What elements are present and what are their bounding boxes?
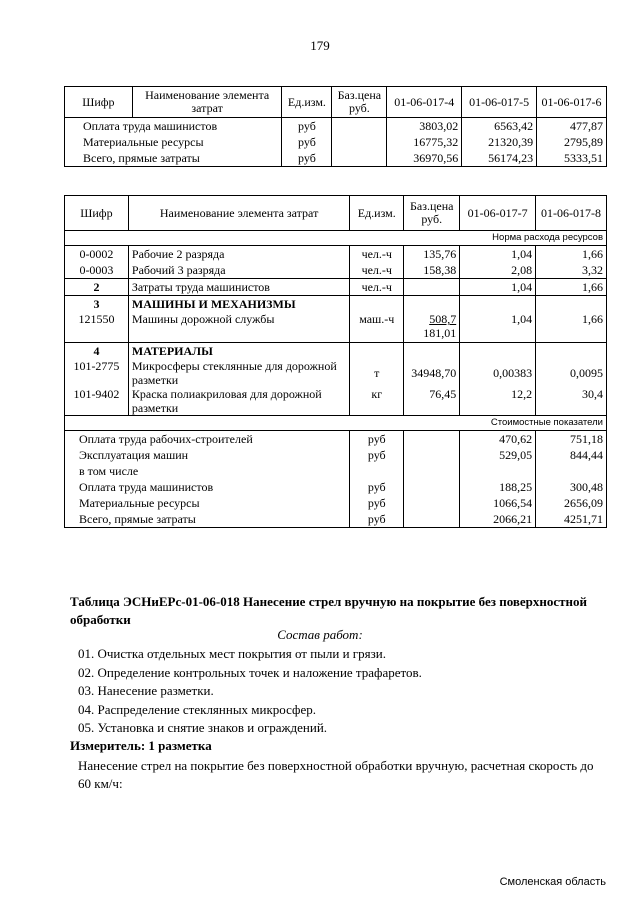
section-title: МАТЕРИАЛЫ [128,343,349,360]
header-unit: Ед.изм. [282,87,332,118]
section-row [65,296,607,313]
resource-table-2 [64,195,607,528]
cost-value: 300,48 [536,479,607,495]
header-name: Наименование элемента затрат [132,87,282,118]
list-item: 02. Определение контрольных точек и наложение трафаретов. [78,664,422,680]
cost-name: Всего, прямые затраты [65,511,350,528]
row-price [404,279,460,296]
cost-row [65,479,607,495]
row-value: 16775,32 [387,134,462,150]
cost-row [65,511,607,528]
region-footer: Смоленская область [499,876,606,888]
row-unit: кг [350,387,404,416]
cost-row [65,463,607,479]
page-number: 179 [310,38,330,53]
row-unit: т [350,359,404,387]
row-code: 3 [65,296,129,313]
cost-value: 4251,71 [536,511,607,528]
row-unit: чел.-ч [350,262,404,279]
row-value: 5333,51 [537,150,607,167]
table-row [65,262,607,279]
cost-name: Оплата труда рабочих-строителей [65,431,350,448]
table-header-row [65,87,607,118]
row-code: 121550 [65,312,129,343]
table-caption: Таблица ЭСНиЕРс-01-06-018 Нанесение стрел вручную на покрытие без поверхностной обработки [70,594,588,627]
cost-row [65,447,607,463]
row-value: 1,04 [460,279,536,296]
header-price: Баз.цена руб. [332,87,387,118]
row-name: Рабочий 3 разряда [128,262,349,279]
header-name: Наименование элемента затрат [128,196,349,231]
norm-band-label: Норма расхода ресурсов [65,231,607,246]
row-name: Микросферы стеклянные для дорожной разметки [128,359,349,387]
row-value: 3803,02 [387,118,462,135]
row-code: 101-9402 [65,387,129,416]
table-row [65,279,607,296]
row-value: 21320,39 [462,134,537,150]
row-value: 1,66 [536,246,607,263]
row-price [332,134,387,150]
header-col-1: 01-06-017-7 [460,196,536,231]
row-value: 1,04 [460,246,536,263]
table-row [65,118,607,135]
cost-price [404,431,460,448]
header-unit: Ед.изм. [350,196,404,231]
row-unit: маш.-ч [350,312,404,343]
row-value: 1,04 [460,312,536,343]
row-price-value: 508,7 [429,312,457,326]
cost-unit: руб [350,479,404,495]
row-price [404,312,460,343]
works-title: Состав работ: [277,627,363,642]
row-value: 56174,23 [462,150,537,167]
cost-row [65,495,607,511]
row-value: 2795,89 [537,134,607,150]
cost-value: 470,62 [460,431,536,448]
row-price [332,118,387,135]
row-code: 0-0003 [65,262,129,279]
header-price: Баз.цена руб. [404,196,460,231]
measure-label: Измеритель: 1 разметка [70,738,212,753]
cost-value: 188,25 [460,479,536,495]
table-row [65,246,607,263]
row-value: 6563,42 [462,118,537,135]
row-value: 30,4 [536,387,607,416]
cost-name: Эксплуатация машин [65,447,350,463]
row-value: 0,00383 [460,359,536,387]
row-unit: чел.-ч [350,279,404,296]
row-code: 101-2775 [65,359,129,387]
table-row [65,359,607,387]
row-name: Затраты труда машинистов [128,279,349,296]
cost-price [404,495,460,511]
row-price: 135,76 [404,246,460,263]
row-code: 4 [65,343,129,360]
header-col-3: 01-06-017-6 [537,87,607,118]
header-code: Шифр [65,196,129,231]
list-item: 03. Нанесение разметки. [78,683,214,698]
row-value: 1,66 [536,279,607,296]
cost-value: 2066,21 [460,511,536,528]
row-price: 34948,70 [404,359,460,387]
row-value: 0,0095 [536,359,607,387]
header-col-2: 01-06-017-8 [536,196,607,231]
cost-price [404,511,460,528]
section-title: МАШИНЫ И МЕХАНИЗМЫ [128,296,349,313]
cost-name: Материальные ресурсы [65,495,350,511]
row-unit: руб [282,134,332,150]
cost-unit: руб [350,431,404,448]
header-col-2: 01-06-017-5 [462,87,537,118]
row-value: 12,2 [460,387,536,416]
row-price-value-2: 181,01 [423,326,457,340]
list-item: 01. Очистка отдельных мест покрытия от пыли и грязи. [78,646,386,661]
cost-value: 1066,54 [460,495,536,511]
table-row [65,134,607,150]
row-value: 477,87 [537,118,607,135]
table-row [65,312,607,343]
description: Нанесение стрел на покрытие без поверхностной обработки вручную, расчетная скорость до 60 км/ч: [78,758,594,791]
row-value: 36970,56 [387,150,462,167]
cost-value: 844,44 [536,447,607,463]
row-name: Материальные ресурсы [65,134,282,150]
resource-table-1 [64,86,607,167]
row-code: 0-0002 [65,246,129,263]
row-price: 158,38 [404,262,460,279]
row-value: 1,66 [536,312,607,343]
row-value: 2,08 [460,262,536,279]
row-name: Машины дорожной службы [128,312,349,343]
header-code: Шифр [65,87,133,118]
cost-band-row [65,416,607,431]
cost-name: в том числе [65,463,350,479]
list-item: 05. Установка и снятие знаков и ограждений. [78,720,328,735]
cost-price [404,479,460,495]
row-name: Всего, прямые затраты [65,150,282,167]
row-price: 76,45 [404,387,460,416]
cost-unit: руб [350,511,404,528]
cost-band-label: Стоимостные показатели [65,416,607,431]
row-price [332,150,387,167]
row-name: Рабочие 2 разряда [128,246,349,263]
cost-unit: руб [350,447,404,463]
row-unit: чел.-ч [350,246,404,263]
row-value: 3,32 [536,262,607,279]
row-unit: руб [282,150,332,167]
cost-price [404,447,460,463]
table-row [65,150,607,167]
cost-unit: руб [350,495,404,511]
row-name: Оплата труда машинистов [65,118,282,135]
table-header-row [65,196,607,231]
row-unit: руб [282,118,332,135]
cost-value: 2656,09 [536,495,607,511]
section-row [65,343,607,360]
cost-name: Оплата труда машинистов [65,479,350,495]
row-code: 2 [65,279,129,296]
cost-row [65,431,607,448]
list-item: 04. Распределение стеклянных микросфер. [78,701,316,717]
table-row [65,387,607,416]
cost-value: 751,18 [536,431,607,448]
works-list [78,645,422,738]
header-col-1: 01-06-017-4 [387,87,462,118]
cost-value: 529,05 [460,447,536,463]
norm-band-row [65,231,607,246]
row-name: Краска полиакриловая для дорожной разметки [128,387,349,416]
